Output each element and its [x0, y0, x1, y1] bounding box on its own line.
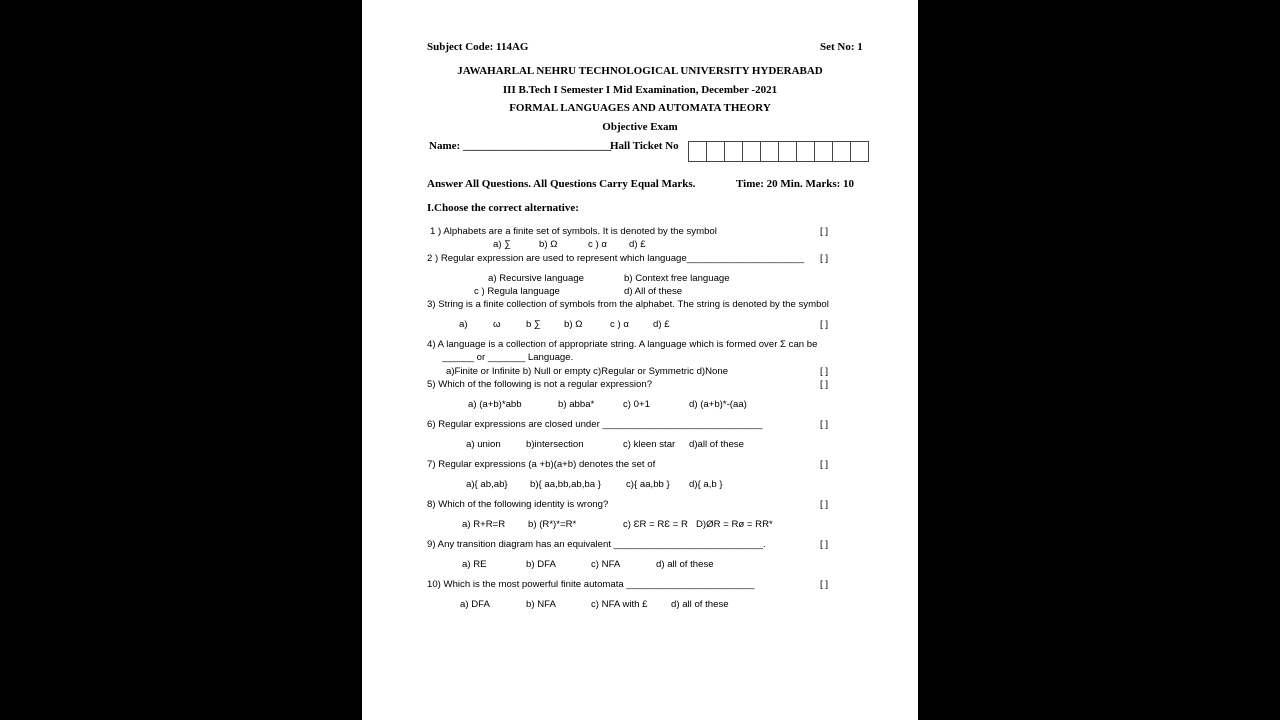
question-9: 9) Any transition diagram has an equivalent ____________________________. [427, 539, 766, 550]
option: a){ ab,ab} [466, 479, 508, 490]
answer-bracket: [ ] [820, 379, 828, 390]
question-3: 3) String is a finite collection of symbols from the alphabet. The string is denoted by the symbol [427, 299, 829, 310]
answer-bracket: [ ] [820, 366, 828, 377]
university-name: JAWAHARLAL NEHRU TECHNOLOGICAL UNIVERSITY HYDERABAD [457, 65, 823, 77]
hall-ticket-box [797, 142, 815, 161]
option: d) all of these [671, 599, 729, 610]
option: a) ∑ [493, 239, 512, 250]
option: c ) α [588, 239, 607, 250]
option: ω [493, 319, 501, 330]
option: d) (a+b)*-(aa) [689, 399, 747, 410]
question-1: 1 ) Alphabets are a finite set of symbols. It is denoted by the symbol [430, 226, 717, 237]
option: c) 0+1 [623, 399, 650, 410]
question-5: 5) Which of the following is not a regular expression? [427, 379, 653, 390]
section-heading: I.Choose the correct alternative: [427, 202, 579, 214]
exam-type: Objective Exam [602, 121, 678, 133]
question-4: 4) A language is a collection of appropriate string. A language which is formed over Σ can be [427, 339, 818, 350]
option: b) Ω [539, 239, 558, 250]
option: c ) Regula language [474, 286, 560, 297]
instructions: Answer All Questions. All Questions Carry Equal Marks. [427, 178, 696, 190]
option: b) Context free language [624, 273, 730, 284]
option: b){ aa,bb,ab,ba } [530, 479, 601, 490]
question-4-continued: ______ or _______ Language. [442, 352, 574, 363]
option: b) (R*)*=R* [528, 519, 577, 530]
answer-bracket: [ ] [820, 459, 828, 470]
hall-ticket-box [815, 142, 833, 161]
hall-ticket-box [689, 142, 707, 161]
answer-bracket: [ ] [820, 253, 828, 264]
option: a)Finite or Infinite b) Null or empty c)Regular or Symmetric d)None [446, 366, 729, 377]
answer-bracket: [ ] [820, 539, 828, 550]
hall-ticket-box [761, 142, 779, 161]
option: c) NFA with £ [591, 599, 648, 610]
question-10: 10) Which is the most powerful finite automata ________________________ [427, 579, 755, 590]
option: a) RE [462, 559, 487, 570]
hall-ticket-box [707, 142, 725, 161]
time-and-marks: Time: 20 Min. Marks: 10 [736, 178, 855, 190]
hall-ticket-boxes [688, 141, 869, 162]
option: d) £ [629, 239, 646, 250]
option: b)intersection [526, 439, 584, 450]
hall-ticket-box [743, 142, 761, 161]
question-2: 2 ) Regular expression are used to represent which language______________________ [427, 253, 805, 264]
subject-code: Subject Code: 114AG [427, 41, 529, 53]
answer-bracket: [ ] [820, 226, 828, 237]
option: c){ aa,bb } [626, 479, 670, 490]
option: b) abba* [558, 399, 595, 410]
option: c ) α [610, 319, 629, 330]
option: a) DFA [460, 599, 490, 610]
answer-bracket: [ ] [820, 319, 828, 330]
option: d){ a,b } [689, 479, 723, 490]
hall-ticket-box [833, 142, 851, 161]
question-6: 6) Regular expressions are closed under ______________________________ [427, 419, 763, 430]
option: d) All of these [624, 286, 683, 297]
option: a) [459, 319, 468, 330]
set-number: Set No: 1 [820, 41, 863, 53]
option: a) R+R=R [462, 519, 506, 530]
subject-title: FORMAL LANGUAGES AND AUTOMATA THEORY [509, 102, 771, 114]
hall-ticket-box [851, 142, 868, 161]
option: d)all of these [689, 439, 744, 450]
answer-bracket: [ ] [820, 579, 828, 590]
question-8: 8) Which of the following identity is wrong? [427, 499, 609, 510]
exam-paper-page [362, 0, 918, 720]
question-7: 7) Regular expressions (a +b)(a+b) denotes the set of [427, 459, 656, 470]
hall-ticket-label: Hall Ticket No [610, 140, 679, 152]
exam-title: III B.Tech I Semester I Mid Examination, December -2021 [502, 84, 778, 96]
hall-ticket-box [779, 142, 797, 161]
option: b) NFA [526, 599, 556, 610]
option: a) Recursive language [488, 273, 584, 284]
option: b) DFA [526, 559, 556, 570]
option: c) ƐR = RƐ = R [623, 519, 688, 530]
option: d) £ [653, 319, 670, 330]
answer-bracket: [ ] [820, 419, 828, 430]
option: a) union [466, 439, 501, 450]
answer-bracket: [ ] [820, 499, 828, 510]
option: a) (a+b)*abb [468, 399, 522, 410]
option: b) Ω [564, 319, 583, 330]
name-field-label: Name: ___________________________ [429, 140, 612, 152]
option: d) all of these [656, 559, 714, 570]
option: D)ØR = Rø = RR* [696, 519, 773, 530]
hall-ticket-box [725, 142, 743, 161]
option: c) NFA [591, 559, 621, 570]
option: b ∑ [526, 319, 541, 330]
option: c) kleen star [623, 439, 676, 450]
